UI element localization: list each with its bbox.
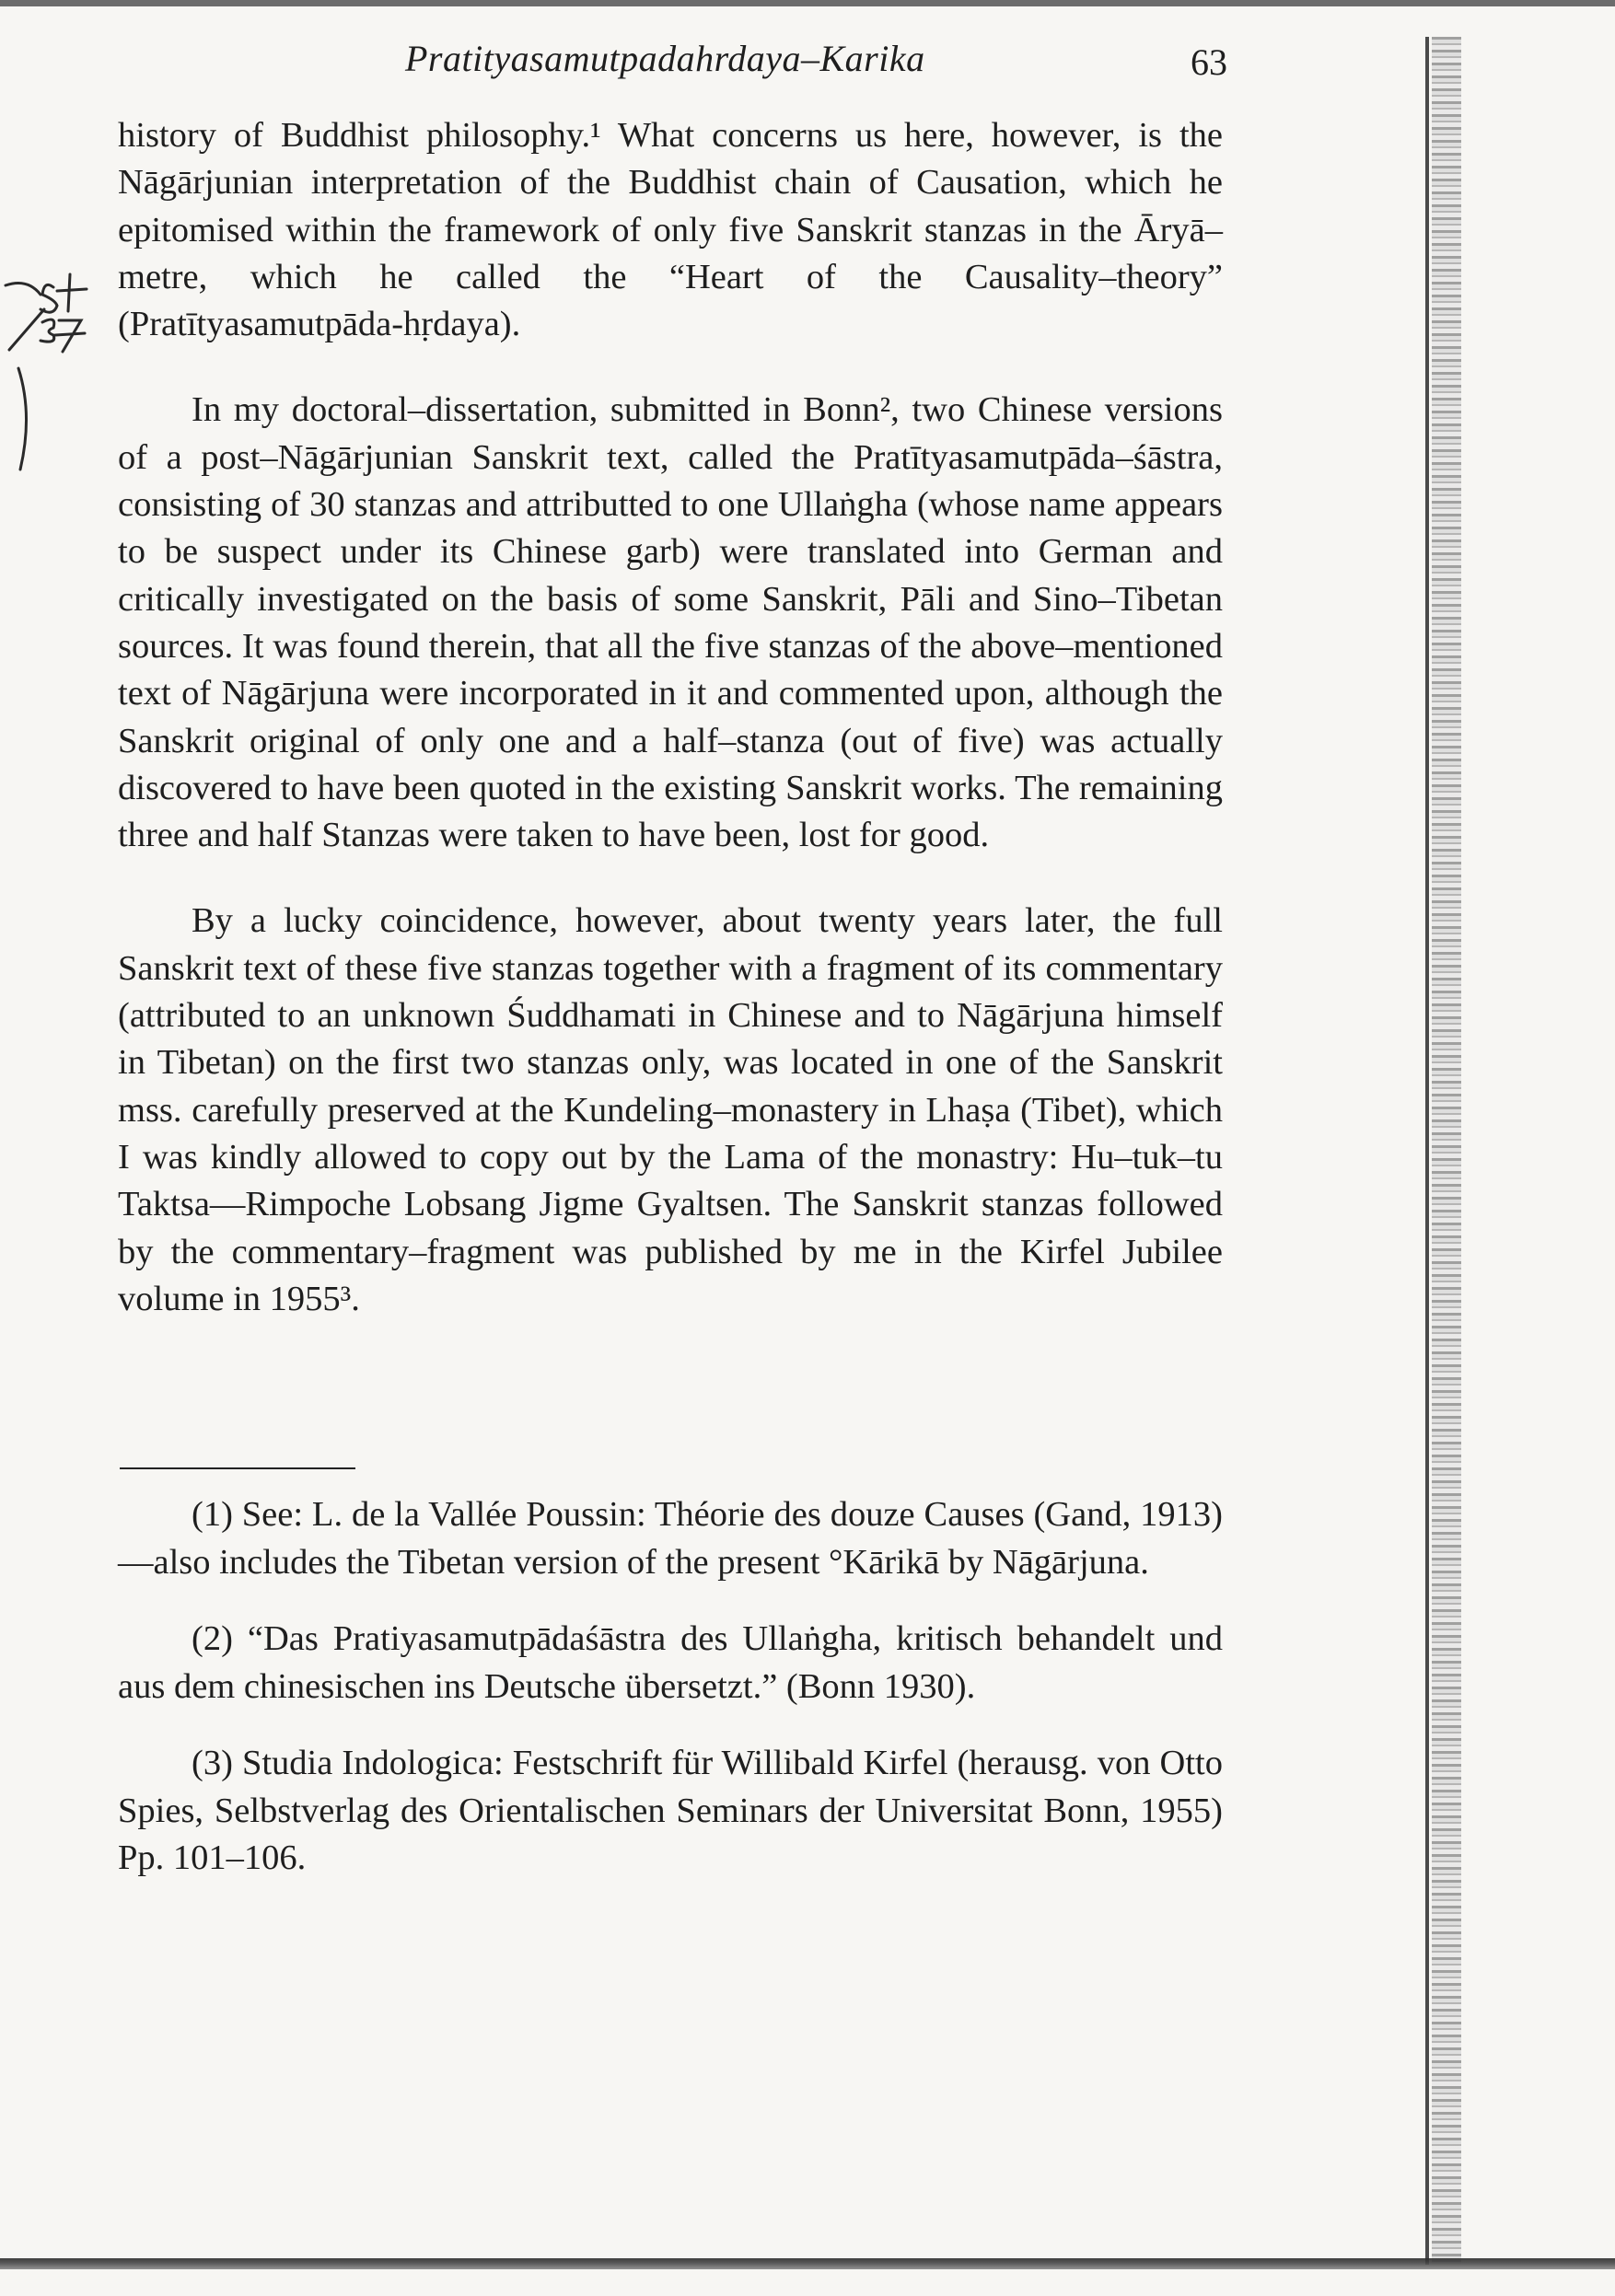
footnotes — [118, 1491, 1223, 1883]
paragraph-3: By a lucky coincidence, however, about twenty years later, the full Sanskrit text of these five stanzas together with a fragment of its commentary (attributed to an unknown Śuddhamati in Chinese and to Nāgārjuna himself in Tibetan) on the first two stanzas only, was located in one of the Sanskrit mss. carefully preserved at the Kundeling–monastery in Lhaṣa (Tibet), which I was kindly allowed to copy out by the Lama of the monastry: Hu–tuk–tu Taktsa—Rimpoche Lobsang Jigme Gyaltsen. The Sanskrit stanzas followed by the commentary–fragment was published by me in the Kirfel Jubilee volume in 1955³. — [118, 901, 1223, 1318]
handwritten-margin-mark — [0, 267, 129, 543]
bottom-scan-border — [0, 2258, 1615, 2269]
page-header — [0, 37, 1615, 83]
paragraph-1: history of Buddhist philosophy.¹ What concerns us here, however, is the Nāgārjunian interpretation of the Buddhist chain of Causation, which he epitomised within the framework of only five Sanskrit stanzas in the Āryā–metre, which he called the “Heart of the Causality–theory” (Pratītyasamutpāda-hṛdaya). — [118, 116, 1223, 344]
footnote-2: (2) “Das Pratiyasamutpādaśāstra des Ullaṅgha, kritisch behandelt und aus dem chinesischen ins Deutsche übersetzt.” (Bonn 1930). — [118, 1619, 1223, 1706]
book-spine-edge — [1425, 37, 1429, 2265]
body-text — [118, 112, 1223, 1323]
top-scan-border — [0, 0, 1615, 6]
running-title: Pratityasamutpadahrdaya–Karika — [405, 38, 925, 79]
page-number: 63 — [1191, 41, 1227, 83]
paragraph-2: In my doctoral–dissertation, submitted in Bonn², two Chinese versions of a post–Nāgārjunian Sanskrit text, called the Pratītyasamutpāda–śāstra, consisting of 30 stanzas and attributted to one Ullaṅgha (whose name appears to be suspect under its Chinese garb) were translated into German and critically investigated on the basis of some Sanskrit, Pāli and Sino–Tibetan sources. It was found therein, that all the five stanzas of the above–mentioned text of Nāgārjuna were incorporated in it and commented upon, although the Sanskrit original of only one and a half–stanza (out of five) was actually discovered to have been quoted in the existing Sanskrit works. The remaining three and half Stanzas were taken to have been, lost for good. — [118, 390, 1223, 855]
footnote-3: (3) Studia Indologica: Festschrift für Willibald Kirfel (herausg. von Otto Spies, Selbstverlag des Orientalischen Seminars der Universitat Bonn, 1955) Pp. 101–106. — [118, 1744, 1223, 1877]
footnote-divider — [120, 1467, 355, 1469]
book-spine-shadow — [1432, 37, 1461, 2265]
footnote-1: (1) See: L. de la Vallée Poussin: Théorie des douze Causes (Gand, 1913)—also includes the Tibetan version of the present °Kārikā by Nāgārjuna. — [118, 1495, 1223, 1582]
